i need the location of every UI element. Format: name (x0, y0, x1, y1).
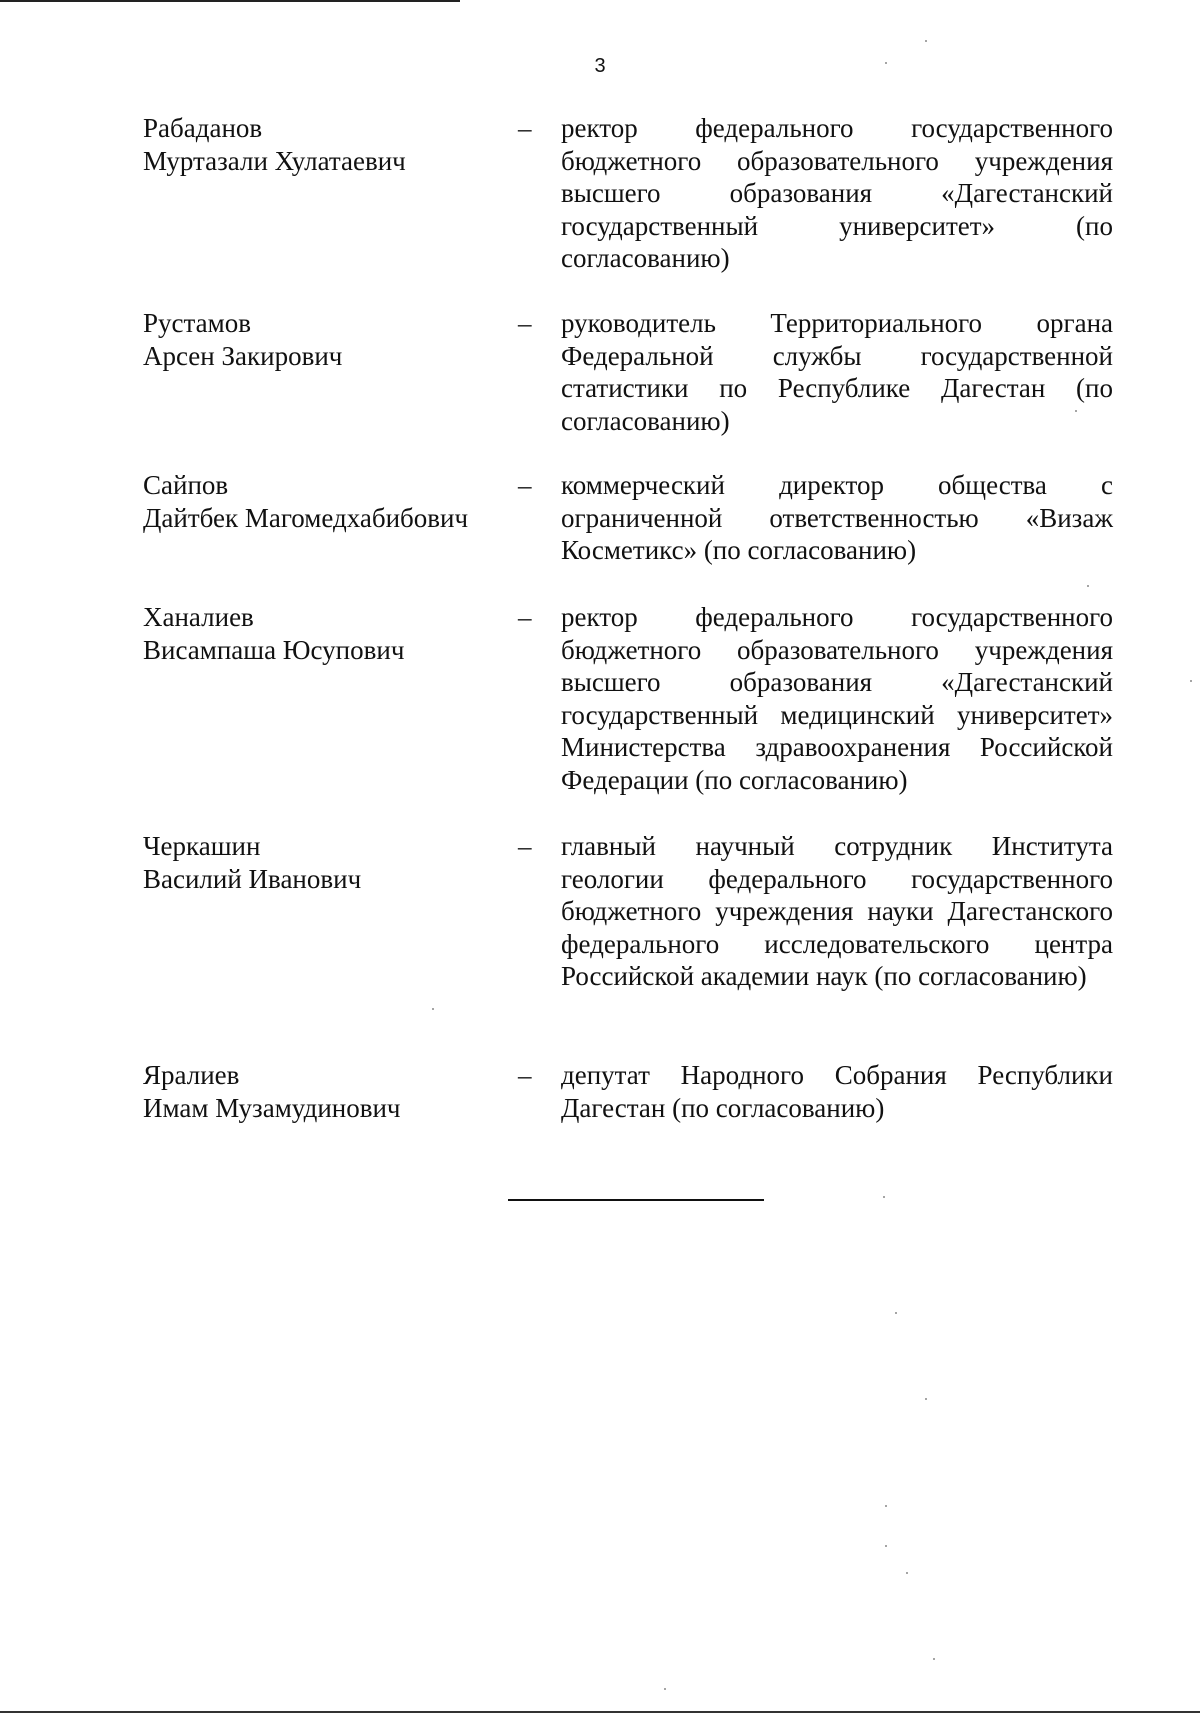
scan-speck (925, 1398, 927, 1400)
position-description: ректор федерального государственного бюджетного образовательного учреждения высшего образования «Дагестанский государственный медицинский университет» Министерства здравоохранения Российской Федерации (по согласованию) (561, 602, 1113, 795)
last-name: Ханалиев (143, 602, 254, 632)
scan-speck (432, 1008, 434, 1010)
dash-separator: – (518, 831, 532, 861)
end-of-list-rule (508, 1199, 764, 1201)
scan-speck (885, 62, 887, 64)
position-description: главный научный сотрудник Института геологии федерального государственного бюджетного учреждения науки Дагестанского федерального исследовательского центра Российской академии наук (по согласованию) (561, 831, 1113, 992)
first-patronymic: Муртазали Хулатаевич (143, 145, 406, 176)
last-name: Черкашин (143, 831, 261, 861)
scan-speck (1087, 585, 1089, 587)
page-number: 3 (594, 55, 606, 77)
dash-separator: – (518, 1060, 532, 1090)
scan-speck (885, 1545, 887, 1547)
first-patronymic: Дайтбек Магомедхабибович (143, 502, 469, 533)
person-name (143, 112, 523, 177)
scan-speck (1190, 680, 1192, 682)
last-name: Сайпов (143, 470, 229, 500)
person-name (143, 307, 523, 372)
top-scan-border (0, 0, 460, 2)
first-patronymic: Висампаша Юсупович (143, 634, 405, 665)
person-name (143, 469, 523, 534)
first-patronymic: Арсен Закирович (143, 340, 343, 371)
dash-separator: – (518, 602, 532, 632)
scan-speck (1075, 410, 1077, 412)
dash-separator: – (518, 308, 532, 338)
person-name (143, 1059, 523, 1124)
scan-speck (895, 1312, 897, 1314)
scan-speck (906, 1572, 908, 1574)
scan-speck (885, 1505, 887, 1507)
dash-separator: – (518, 113, 532, 143)
scan-speck (883, 1196, 885, 1198)
dash-separator: – (518, 470, 532, 500)
scan-speck (933, 1658, 935, 1660)
person-name (143, 830, 523, 895)
position-description: депутат Народного Собрания Республики Дагестан (по согласованию) (561, 1060, 1113, 1123)
first-patronymic: Имам Музамудинович (143, 1092, 401, 1123)
position-description: руководитель Территориального органа Федеральной службы государственной статистики по Республике Дагестан (по согласованию) (561, 308, 1113, 436)
person-name (143, 601, 523, 666)
position-description: ректор федерального государственного бюджетного образовательного учреждения высшего образования «Дагестанский государственный университет» (по согласованию) (561, 113, 1113, 274)
bottom-scan-border (0, 1711, 1200, 1713)
position-description: коммерческий директор общества с ограниченной ответственностью «Визаж Косметикс» (по согласованию) (561, 470, 1113, 566)
scan-speck (925, 40, 927, 42)
last-name: Яралиев (143, 1060, 240, 1090)
last-name: Рабаданов (143, 113, 263, 143)
first-patronymic: Василий Иванович (143, 863, 362, 894)
scan-speck (664, 1688, 666, 1690)
last-name: Рустамов (143, 308, 251, 338)
